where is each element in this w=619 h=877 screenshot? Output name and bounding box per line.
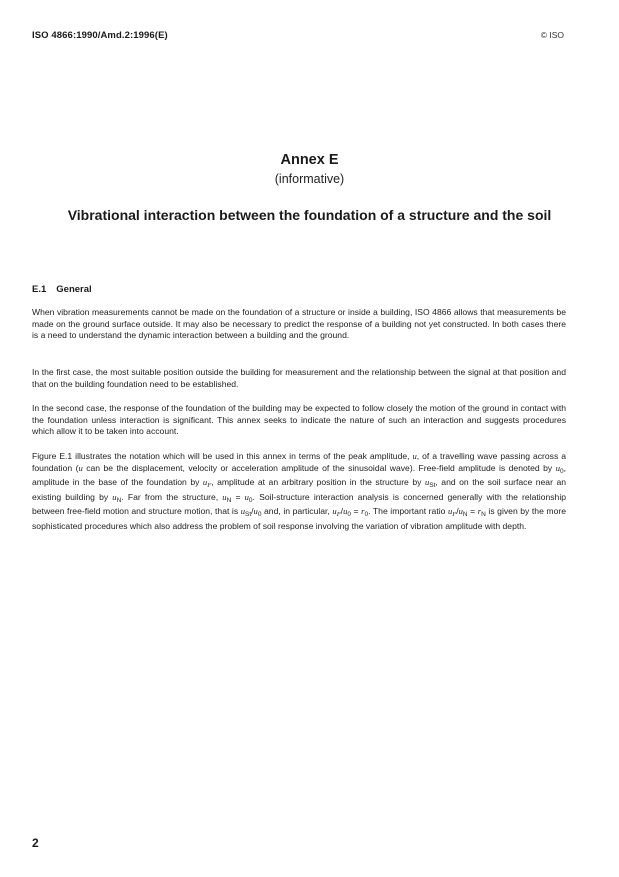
math-var: r	[361, 506, 365, 517]
text-run: is given by the more sophisticated procedures which also address the problem of soil response involving the variation of vibration amplitude with depth.	[32, 506, 567, 531]
math-var: u	[343, 506, 348, 517]
math-var: u	[240, 506, 245, 517]
text-run: , amplitude at an arbitrary position in the structure by	[211, 477, 425, 488]
text-run: /	[456, 506, 459, 517]
math-subscript: F	[207, 482, 212, 490]
page-number: 2	[32, 836, 39, 850]
paragraph-3: In the second case, the response of the foundation of the building may be expected to follow closely the motion of the ground in contact with the foundation unless interaction is significant. This annex seeks to indicate the nature of such an interaction and suggests procedures which allow it to be taken into account.	[32, 403, 566, 437]
math-subscript: 0	[248, 496, 253, 504]
math-var: u	[332, 506, 337, 517]
text-run: /	[251, 506, 254, 517]
math-var: u	[447, 506, 453, 517]
text-run: /	[340, 506, 344, 517]
paragraph-1: When vibration measurements cannot be made on the foundation of a structure or inside a building, ISO 4866 allows that measurements be made on the ground surface outside. It may also be necessary to predict the response of a building not yet constructed. In both cases there is a need to understand the dynamic interaction between a building and the ground.	[32, 307, 566, 341]
text-run: Figure E.1 illustrates the notation which will be used in this annex in terms of the peak amplitude,	[32, 451, 413, 461]
section-heading	[32, 284, 92, 295]
text-run: , of a travelling wave passing across a foundation (	[32, 451, 566, 473]
math-subscript: N	[462, 511, 468, 519]
math-var: u	[253, 506, 258, 517]
paragraph-2: In the first case, the most suitable position outside the building for measurement and the relationship between the signal at that position and that on the building foundation need to be established.	[32, 367, 566, 389]
math-var: u	[222, 491, 227, 502]
copyright-notice: © ISO	[540, 30, 564, 40]
math-subscript: St	[429, 482, 436, 490]
section-title: General	[56, 284, 92, 295]
math-var: u	[555, 462, 560, 473]
text-run: , and on the soil surface near an existing building by	[32, 477, 567, 502]
math-subscript: F	[452, 511, 457, 519]
math-subscript: N	[481, 511, 486, 519]
math-subscript: F	[336, 511, 341, 519]
math-subscript: N	[116, 496, 122, 504]
math-var: u	[458, 506, 463, 517]
math-var: u	[244, 491, 249, 502]
text-run: =	[467, 506, 478, 517]
text-run: =	[231, 491, 245, 502]
text-run: , amplitude in the base of the foundation by	[32, 462, 566, 488]
math-var: u	[202, 477, 208, 488]
text-run: can be the displacement, velocity or acceleration amplitude of the sinusoidal wave). Free-field amplitude is denoted by	[82, 462, 556, 473]
math-subscript: 0	[257, 511, 262, 519]
math-subscript: St	[245, 511, 252, 519]
math-subscript: 0	[364, 511, 369, 519]
math-var: u	[424, 477, 430, 488]
annex-heading: Vibrational interaction between the foundation of a structure and the soil	[67, 207, 552, 223]
annex-title: Annex E	[280, 152, 339, 168]
text-run: . Far from the structure,	[121, 491, 223, 502]
math-subscript: 0	[347, 511, 351, 519]
paragraph-4	[32, 451, 566, 533]
text-run: . The important ratio	[368, 506, 448, 517]
text-run: . Soil-structure interaction analysis is concerned generally with the relationship between free-field motion and structure motion, that is	[32, 491, 567, 517]
math-subscript: N	[226, 496, 232, 504]
section-number: E.1	[32, 284, 47, 295]
text-run: and, in particular,	[261, 506, 333, 517]
annex-subtitle: (informative)	[274, 172, 345, 186]
math-var: u	[112, 491, 117, 502]
document-id: ISO 4866:1990/Amd.2:1996(E)	[32, 30, 168, 41]
math-var: u	[412, 451, 417, 461]
math-var: r	[477, 506, 482, 517]
math-var: u	[78, 462, 83, 473]
text-run: =	[350, 506, 362, 517]
math-subscript: 0	[559, 467, 564, 475]
